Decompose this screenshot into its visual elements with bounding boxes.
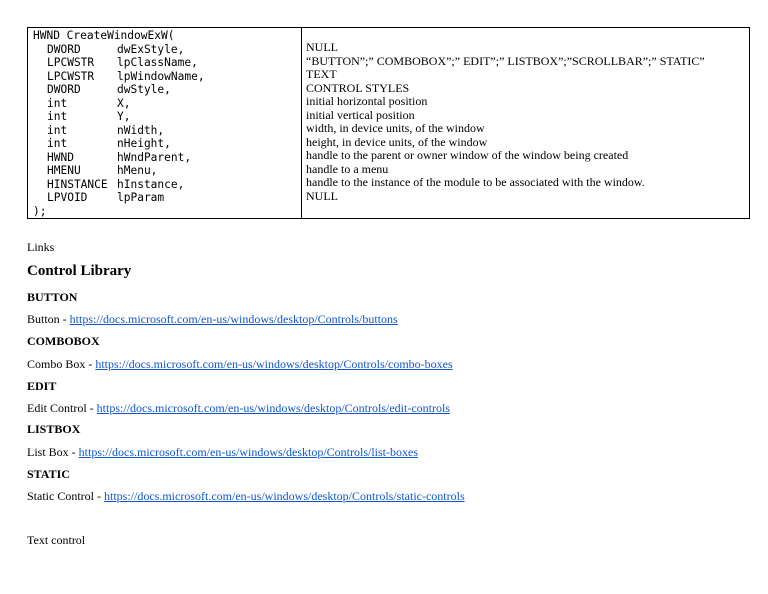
- closing-line: );: [33, 204, 47, 218]
- param-type: int: [47, 96, 68, 110]
- param-description: handle to the instance of the module to be associated with the window.: [306, 175, 645, 189]
- control-label: List Box -: [27, 445, 79, 459]
- param-name: lpParam: [117, 191, 165, 204]
- param-description: height, in device units, of the window: [306, 134, 488, 149]
- listbox-docs-link[interactable]: https://docs.microsoft.com/en-us/windows/desktop/Controls/list-boxes: [78, 445, 418, 459]
- combobox-docs-link[interactable]: https://docs.microsoft.com/en-us/windows/desktop/Controls/combo-boxes: [95, 357, 453, 371]
- control-label: Button -: [27, 312, 70, 326]
- param-line: [33, 97, 301, 111]
- param-line: [33, 83, 301, 97]
- combobox-heading: COMBOBOX: [27, 334, 100, 348]
- param-description: TEXT: [306, 67, 337, 81]
- edit-docs-link[interactable]: https://docs.microsoft.com/en-us/windows/desktop/Controls/edit-controls: [96, 401, 450, 415]
- param-description: NULL: [306, 40, 338, 54]
- param-type: int: [47, 110, 68, 123]
- signature-line: HWND CreateWindowExW(: [33, 29, 175, 42]
- text-control-label: Text control: [27, 533, 86, 547]
- param-name: hInstance,: [117, 177, 185, 191]
- param-line: [33, 191, 301, 205]
- param-name: Y,: [117, 110, 131, 123]
- control-label: Static Control -: [27, 489, 104, 503]
- param-name: dwStyle,: [117, 83, 171, 96]
- param-name: hMenu,: [117, 164, 158, 177]
- code-cell: [28, 28, 302, 219]
- param-type: int: [47, 137, 68, 150]
- param-type: LPCWSTR: [47, 69, 95, 83]
- param-name: hWndParent,: [117, 150, 192, 164]
- param-line: [33, 178, 301, 192]
- description-cell: [302, 28, 750, 219]
- links-label: Links: [27, 240, 55, 254]
- param-description: initial vertical position: [306, 107, 415, 122]
- edit-heading: EDIT: [27, 379, 57, 393]
- button-link-line: [27, 312, 398, 327]
- param-description: “BUTTON”;” COMBOBOX”;” EDIT”;” LISTBOX”;”SCROLLBAR”;” STATIC”: [306, 53, 705, 68]
- param-name: nHeight,: [117, 137, 171, 150]
- createwindow-table: [27, 27, 750, 219]
- param-line: [33, 56, 301, 70]
- param-line: [33, 151, 301, 165]
- control-label: Combo Box -: [27, 357, 96, 371]
- param-name: lpWindowName,: [117, 69, 205, 83]
- param-line: [33, 137, 301, 151]
- document-page: [27, 27, 750, 547]
- param-description: width, in device units, of the window: [306, 121, 485, 135]
- param-name: nWidth,: [117, 123, 165, 137]
- param-line: [33, 164, 301, 178]
- param-type: DWORD: [47, 83, 81, 96]
- param-line: [33, 124, 301, 138]
- param-type: int: [47, 123, 68, 137]
- param-description: initial horizontal position: [306, 94, 428, 108]
- static-heading: STATIC: [27, 467, 70, 481]
- combobox-link-line: [27, 357, 453, 372]
- button-docs-link[interactable]: https://docs.microsoft.com/en-us/windows/desktop/Controls/buttons: [69, 312, 398, 326]
- listbox-heading: LISTBOX: [27, 422, 81, 436]
- static-link-line: [27, 489, 465, 504]
- param-type: DWORD: [47, 42, 81, 56]
- button-heading: BUTTON: [27, 290, 78, 304]
- param-name: X,: [117, 96, 131, 110]
- param-description: CONTROL STYLES: [306, 80, 410, 95]
- param-line: [33, 43, 301, 57]
- param-description: NULL: [306, 188, 338, 203]
- static-docs-link[interactable]: https://docs.microsoft.com/en-us/windows/desktop/Controls/static-controls: [104, 489, 465, 503]
- param-type: LPVOID: [47, 191, 88, 204]
- param-name: dwExStyle,: [117, 42, 185, 56]
- edit-link-line: [27, 401, 450, 416]
- control-library-title: Control Library: [27, 263, 132, 279]
- control-label: Edit Control -: [27, 401, 97, 415]
- param-type: HINSTANCE: [47, 177, 108, 191]
- param-description: handle to a menu: [306, 161, 389, 176]
- param-description: handle to the parent or owner window of the window being created: [306, 148, 629, 162]
- param-line: [33, 110, 301, 124]
- param-name: lpClassName,: [117, 56, 198, 69]
- listbox-link-line: [27, 445, 418, 460]
- param-type: HWND: [47, 150, 74, 164]
- param-type: HMENU: [47, 164, 81, 177]
- param-line: [33, 70, 301, 84]
- param-type: LPCWSTR: [47, 56, 95, 69]
